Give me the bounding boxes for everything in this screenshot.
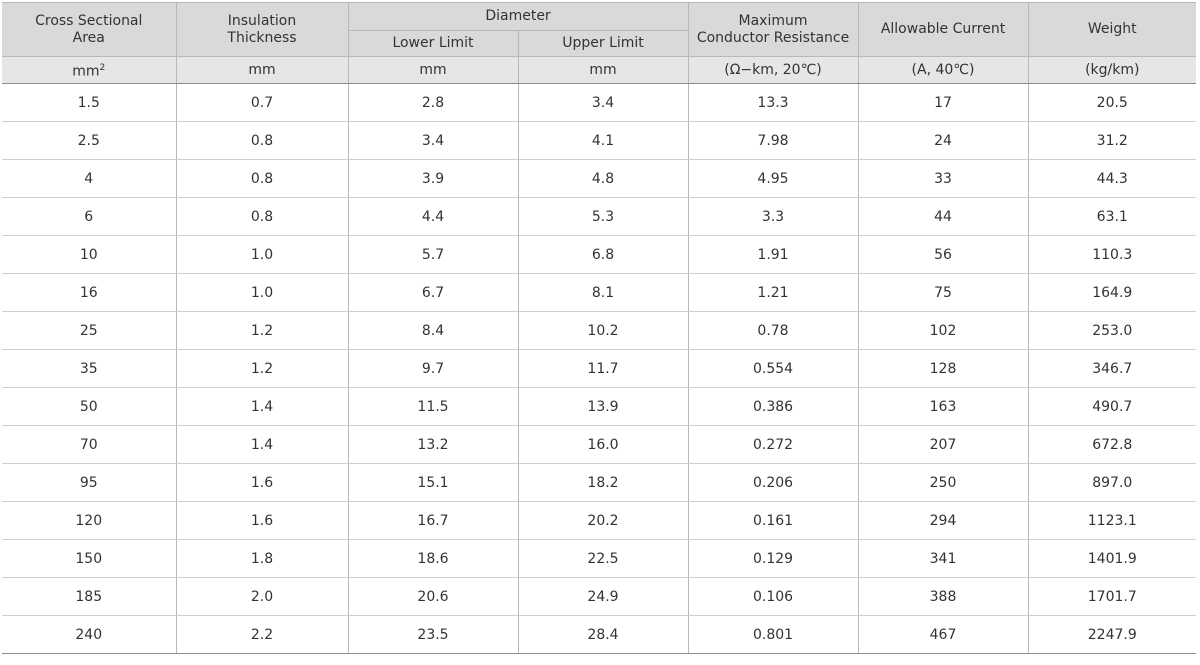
header-lower-limit: Lower Limit: [348, 31, 518, 57]
insulation-cell: 1.2: [176, 312, 348, 350]
table-row: [2, 122, 1196, 160]
lower-limit-cell: 23.5: [348, 616, 518, 654]
resistance-cell: 0.206: [688, 464, 858, 502]
area-cell: 150: [2, 540, 176, 578]
table-row: [2, 312, 1196, 350]
unit-current: (A, 40℃): [858, 57, 1028, 84]
resistance-cell: 0.554: [688, 350, 858, 388]
header-row-top: [2, 3, 1196, 31]
upper-limit-cell: 28.4: [518, 616, 688, 654]
area-cell: 25: [2, 312, 176, 350]
lower-limit-cell: 20.6: [348, 578, 518, 616]
insulation-cell: 0.8: [176, 122, 348, 160]
resistance-cell: 0.78: [688, 312, 858, 350]
table-row: [2, 426, 1196, 464]
area-cell: 2.5: [2, 122, 176, 160]
current-cell: 207: [858, 426, 1028, 464]
table-row: [2, 578, 1196, 616]
resistance-cell: 4.95: [688, 160, 858, 198]
insulation-cell: 0.8: [176, 198, 348, 236]
weight-cell: 44.3: [1028, 160, 1196, 198]
current-cell: 163: [858, 388, 1028, 426]
header-cross-sectional-area: [2, 3, 176, 57]
weight-cell: 110.3: [1028, 236, 1196, 274]
upper-limit-cell: 18.2: [518, 464, 688, 502]
current-cell: 102: [858, 312, 1028, 350]
unit-area-exponent: 2: [99, 62, 106, 73]
insulation-cell: 1.0: [176, 274, 348, 312]
insulation-cell: 1.4: [176, 426, 348, 464]
unit-weight: (kg/km): [1028, 57, 1196, 84]
upper-limit-cell: 8.1: [518, 274, 688, 312]
lower-limit-cell: 2.8: [348, 84, 518, 122]
weight-cell: 672.8: [1028, 426, 1196, 464]
insulation-cell: 1.8: [176, 540, 348, 578]
upper-limit-cell: 24.9: [518, 578, 688, 616]
resistance-cell: 1.21: [688, 274, 858, 312]
table-row: [2, 464, 1196, 502]
table-body: [2, 84, 1196, 654]
area-cell: 240: [2, 616, 176, 654]
table-row: [2, 198, 1196, 236]
weight-cell: 253.0: [1028, 312, 1196, 350]
header-area-line-2: Area: [72, 29, 105, 46]
header-insulation-line-1: Insulation: [227, 12, 297, 29]
upper-limit-cell: 22.5: [518, 540, 688, 578]
current-cell: 294: [858, 502, 1028, 540]
lower-limit-cell: 11.5: [348, 388, 518, 426]
insulation-cell: 0.8: [176, 160, 348, 198]
current-cell: 56: [858, 236, 1028, 274]
lower-limit-cell: 16.7: [348, 502, 518, 540]
weight-cell: 490.7: [1028, 388, 1196, 426]
lower-limit-cell: 6.7: [348, 274, 518, 312]
units-row: [2, 57, 1196, 84]
current-cell: 250: [858, 464, 1028, 502]
current-cell: 388: [858, 578, 1028, 616]
table-row: [2, 160, 1196, 198]
table-row: [2, 274, 1196, 312]
weight-cell: 2247.9: [1028, 616, 1196, 654]
upper-limit-cell: 4.8: [518, 160, 688, 198]
header-weight: Weight: [1028, 3, 1196, 57]
unit-upper-limit: mm: [518, 57, 688, 84]
upper-limit-cell: 16.0: [518, 426, 688, 464]
upper-limit-cell: 5.3: [518, 198, 688, 236]
header-max-conductor-resistance: [688, 3, 858, 57]
area-cell: 50: [2, 388, 176, 426]
insulation-cell: 0.7: [176, 84, 348, 122]
current-cell: 128: [858, 350, 1028, 388]
header-diameter: Diameter: [348, 3, 688, 31]
unit-insulation: mm: [176, 57, 348, 84]
upper-limit-cell: 3.4: [518, 84, 688, 122]
lower-limit-cell: 3.9: [348, 160, 518, 198]
insulation-cell: 2.2: [176, 616, 348, 654]
upper-limit-cell: 13.9: [518, 388, 688, 426]
lower-limit-cell: 4.4: [348, 198, 518, 236]
insulation-cell: 1.2: [176, 350, 348, 388]
resistance-cell: 0.161: [688, 502, 858, 540]
table-row: [2, 616, 1196, 654]
header-insulation-line-2: Thickness: [227, 29, 297, 46]
resistance-cell: 3.3: [688, 198, 858, 236]
table-header: [2, 3, 1196, 84]
resistance-cell: 0.386: [688, 388, 858, 426]
area-cell: 16: [2, 274, 176, 312]
area-cell: 70: [2, 426, 176, 464]
table-row: [2, 350, 1196, 388]
current-cell: 44: [858, 198, 1028, 236]
insulation-cell: 1.6: [176, 502, 348, 540]
table-row: [2, 502, 1196, 540]
insulation-cell: 2.0: [176, 578, 348, 616]
weight-cell: 20.5: [1028, 84, 1196, 122]
area-cell: 95: [2, 464, 176, 502]
lower-limit-cell: 9.7: [348, 350, 518, 388]
lower-limit-cell: 13.2: [348, 426, 518, 464]
unit-resistance: (Ω−km, 20℃): [688, 57, 858, 84]
table-row: [2, 236, 1196, 274]
resistance-cell: 0.106: [688, 578, 858, 616]
cable-spec-table: [2, 2, 1196, 654]
unit-area-base: mm: [72, 63, 100, 80]
lower-limit-cell: 3.4: [348, 122, 518, 160]
current-cell: 75: [858, 274, 1028, 312]
insulation-cell: 1.0: [176, 236, 348, 274]
current-cell: 17: [858, 84, 1028, 122]
area-cell: 35: [2, 350, 176, 388]
upper-limit-cell: 11.7: [518, 350, 688, 388]
lower-limit-cell: 15.1: [348, 464, 518, 502]
weight-cell: 1123.1: [1028, 502, 1196, 540]
current-cell: 33: [858, 160, 1028, 198]
weight-cell: 897.0: [1028, 464, 1196, 502]
table-row: [2, 540, 1196, 578]
area-cell: 6: [2, 198, 176, 236]
weight-cell: 164.9: [1028, 274, 1196, 312]
upper-limit-cell: 4.1: [518, 122, 688, 160]
resistance-cell: 13.3: [688, 84, 858, 122]
current-cell: 467: [858, 616, 1028, 654]
insulation-cell: 1.6: [176, 464, 348, 502]
current-cell: 24: [858, 122, 1028, 160]
weight-cell: 1401.9: [1028, 540, 1196, 578]
header-allowable-current: Allowable Current: [858, 3, 1028, 57]
weight-cell: 1701.7: [1028, 578, 1196, 616]
upper-limit-cell: 20.2: [518, 502, 688, 540]
header-area-line-1: Cross Sectional: [35, 12, 143, 29]
resistance-cell: 7.98: [688, 122, 858, 160]
resistance-cell: 0.272: [688, 426, 858, 464]
weight-cell: 346.7: [1028, 350, 1196, 388]
lower-limit-cell: 5.7: [348, 236, 518, 274]
area-cell: 1.5: [2, 84, 176, 122]
area-cell: 120: [2, 502, 176, 540]
header-upper-limit: Upper Limit: [518, 31, 688, 57]
area-cell: 10: [2, 236, 176, 274]
insulation-cell: 1.4: [176, 388, 348, 426]
table-row: [2, 84, 1196, 122]
resistance-cell: 1.91: [688, 236, 858, 274]
lower-limit-cell: 8.4: [348, 312, 518, 350]
unit-area: [2, 57, 176, 84]
weight-cell: 31.2: [1028, 122, 1196, 160]
resistance-cell: 0.801: [688, 616, 858, 654]
header-insulation-thickness: [176, 3, 348, 57]
header-resistance-line-1: Maximum: [738, 12, 808, 29]
weight-cell: 63.1: [1028, 198, 1196, 236]
upper-limit-cell: 6.8: [518, 236, 688, 274]
area-cell: 4: [2, 160, 176, 198]
table-row: [2, 388, 1196, 426]
current-cell: 341: [858, 540, 1028, 578]
lower-limit-cell: 18.6: [348, 540, 518, 578]
unit-lower-limit: mm: [348, 57, 518, 84]
upper-limit-cell: 10.2: [518, 312, 688, 350]
area-cell: 185: [2, 578, 176, 616]
resistance-cell: 0.129: [688, 540, 858, 578]
header-resistance-line-2: Conductor Resistance: [696, 29, 850, 46]
